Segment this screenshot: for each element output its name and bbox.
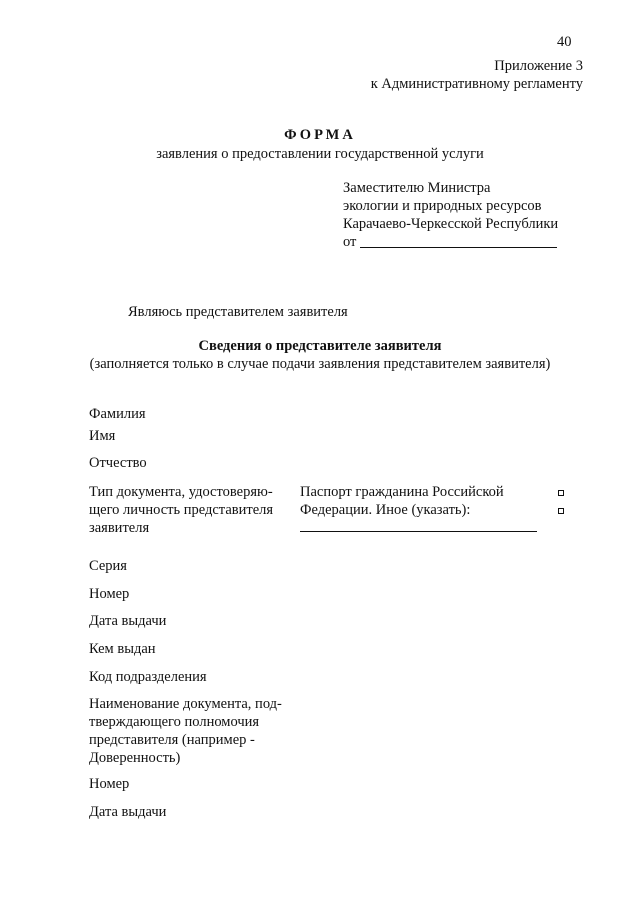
from-fill-line[interactable]: [360, 247, 557, 248]
field-number: Номер: [89, 586, 130, 602]
field-name: Имя: [89, 428, 116, 444]
field-authority-doc-line-1: Наименование документа, под-: [89, 696, 282, 712]
representative-statement: Являюсь представителем заявителя: [128, 304, 348, 320]
addressee-line-3: Карачаево-Черкесской Республики: [343, 216, 559, 232]
field-authority-doc-line-4: Доверенность): [89, 750, 181, 766]
field-issue-date: Дата выдачи: [89, 613, 167, 629]
from-label: от: [343, 234, 357, 250]
addressee-line-1: Заместителю Министра: [343, 180, 491, 196]
form-heading: ФОРМА: [284, 127, 356, 143]
other-doc-checkbox[interactable]: [558, 508, 564, 514]
field-doc-type-line-1: Тип документа, удостоверяю-: [89, 484, 273, 500]
field-division-code: Код подразделения: [89, 669, 207, 685]
field-doc-type-line-2: щего личность представителя: [89, 502, 274, 518]
field-surname: Фамилия: [89, 406, 146, 422]
option-passport-line-1: Паспорт гражданина Российской: [300, 484, 504, 500]
field-doc-type-line-3: заявителя: [89, 520, 150, 536]
page-number: 40: [557, 34, 572, 50]
field-authority-issue-date: Дата выдачи: [89, 804, 167, 820]
option-passport-line-2: Федерации. Иное (указать):: [300, 502, 471, 518]
other-doc-fill-line[interactable]: [300, 531, 537, 532]
field-authority-doc-line-2: тверждающего полномочия: [89, 714, 260, 730]
section-note: (заполняется только в случае подачи заявления представителем заявителя): [89, 356, 551, 372]
field-authority-doc-line-3: представителя (например -: [89, 732, 255, 748]
appendix-line-1: Приложение 3: [494, 58, 583, 74]
field-authority-number: Номер: [89, 776, 130, 792]
appendix-line-2: к Административному регламенту: [370, 76, 583, 92]
form-subtitle: заявления о предоставлении государственной услуги: [156, 146, 484, 162]
addressee-line-2: экологии и природных ресурсов: [343, 198, 542, 214]
section-title: Сведения о представителе заявителя: [198, 338, 442, 354]
field-issued-by: Кем выдан: [89, 641, 156, 657]
field-series: Серия: [89, 558, 127, 574]
passport-checkbox[interactable]: [558, 490, 564, 496]
field-patronymic: Отчество: [89, 455, 147, 471]
